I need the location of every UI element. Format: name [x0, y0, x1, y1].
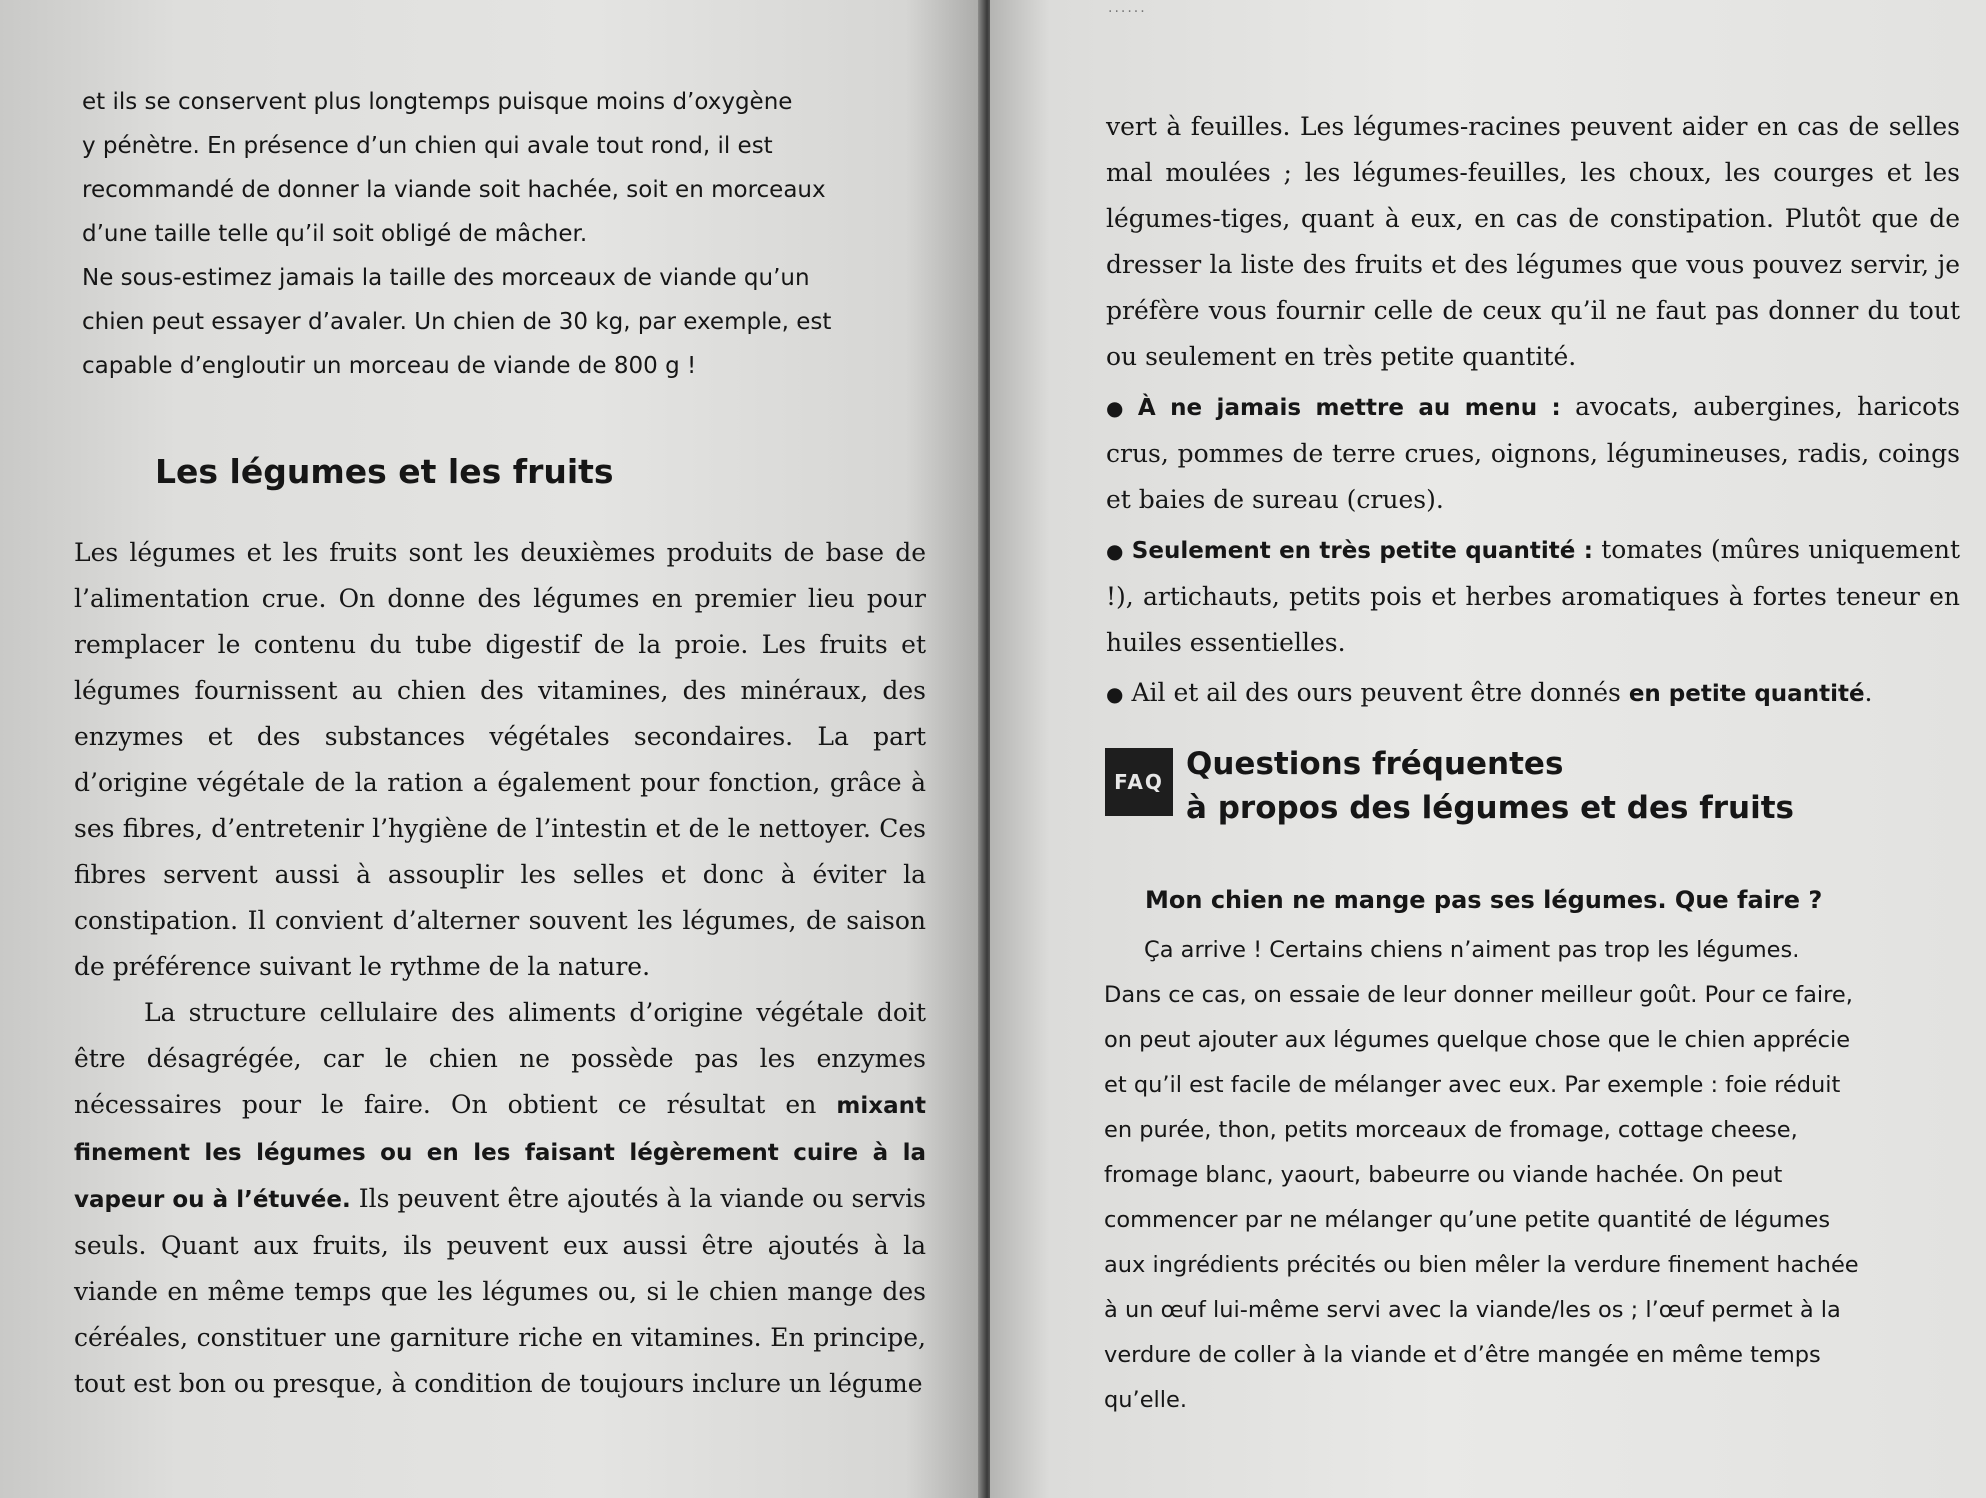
answer-line: à un œuf lui-même servi avec la viande/les os ; l’œuf permet à la	[1104, 1297, 1841, 1323]
bullet-end: .	[1864, 678, 1873, 707]
faq-badge: FAQ	[1105, 748, 1173, 816]
text-line: y pénètre. En présence d’un chien qui avale tout rond, il est	[82, 133, 773, 159]
answer-line: fromage blanc, yaourt, babeurre ou viande hachée. On peut	[1104, 1162, 1783, 1188]
answer-line: Ça arrive ! Certains chiens n’aiment pas trop les légumes.	[1144, 937, 1800, 963]
bullet-icon: ●	[1106, 396, 1130, 420]
answer-line: commencer par ne mélanger qu’une petite quantité de légumes	[1104, 1207, 1831, 1233]
faq-title-line: à propos des légumes et des fruits	[1186, 790, 1794, 826]
text-line: recommandé de donner la viande soit hachée, soit en morceaux	[82, 177, 826, 203]
bullet-item-small	[1106, 527, 1960, 666]
answer-line: et qu’il est facile de mélanger avec eux. Par exemple : foie réduit	[1104, 1072, 1841, 1098]
body-text	[74, 530, 926, 1407]
paragraph-2	[74, 990, 926, 1407]
faq-title	[1186, 742, 1794, 830]
bullet-text: Ail et ail des ours peuvent être donnés	[1131, 678, 1629, 707]
paragraph-1: Les légumes et les fruits sont les deuxièmes produits de base de l’alimentation crue. On donne des légumes en premier lieu pour remplacer le contenu du tube digestif de la proie. Les fruits et légumes fournissent au chien des vitamines, des minéraux, des enzymes et des substances végétales secondaires. La part d’origine végétale de la ration a également pour fonction, grâce à ses fibres, d’entretenir l’hygiène de l’intestin et de le nettoyer. Ces fibres servent aussi à assouplir les selles et donc à éviter la constipation. Il convient d’alterner souvent les légumes, de saison de préférence suivant le rythme de la nature.	[74, 538, 926, 981]
top-marks: ......	[1108, 0, 1147, 16]
paragraph-2-end: Ils peuvent être ajoutés à la viande ou servis seuls. Quant aux fruits, ils peuvent eux aussi être ajoutés à la viande en même temps que les légumes ou, si le chien mange des céréales, constituer une garniture riche en vitamines. En principe, tout est bon ou presque, à condition de toujours inclure un légume	[74, 1184, 926, 1398]
text-line: chien peut essayer d’avaler. Un chien de 30 kg, par exemple, est	[82, 309, 832, 335]
paragraph: vert à feuilles. Les légumes-racines peuvent aider en cas de selles mal moulées ; les légumes-feuilles, les choux, les courges et les légumes-tiges, quant à eux, en cas de constipation. Plutôt que de dresser la liste des fruits et des légumes que vous pouvez servir, je préfère vous fournir celle de ceux qu’il ne faut pas donner du tout ou seulement en très petite quantité.	[1106, 112, 1960, 371]
paragraph-2-bold: mixant finement les légumes ou en les faisant légèrement cuire à la vapeur ou à l’étuvée.	[74, 1093, 926, 1213]
bullet-item-never	[1106, 384, 1960, 523]
faq-title-line: Questions fréquentes	[1186, 746, 1564, 782]
text-line: d’une taille telle qu’il soit obligé de mâcher.	[82, 221, 588, 247]
bullet-item-garlic	[1106, 670, 1960, 717]
bullet-bold: en petite quantité	[1628, 681, 1865, 707]
bullet-icon: ●	[1106, 539, 1124, 563]
paragraph-2-start: La structure cellulaire des aliments d’origine végétale doit être désagrégée, car le chien ne possède pas les enzymes nécessaires pour le faire. On obtient ce résultat en	[74, 998, 926, 1119]
intro-text	[82, 80, 882, 388]
faq-question: Mon chien ne mange pas ses légumes. Que faire ?	[1145, 886, 1823, 914]
bullet-text: tomates (mûres uniquement !), artichauts, petits pois et herbes aromatiques à fortes teneur en huiles essentielles.	[1106, 535, 1961, 657]
answer-line: aux ingrédients précités ou bien mêler la verdure finement hachée	[1104, 1252, 1859, 1278]
bullet-icon: ●	[1106, 682, 1124, 706]
answer-line: verdure de coller à la viande et d’être mangée en même temps	[1104, 1342, 1821, 1368]
left-page	[0, 0, 984, 1498]
bullet-label: À ne jamais mettre au menu :	[1137, 395, 1561, 421]
faq-answer	[1104, 928, 1964, 1423]
right-body-text	[1106, 104, 1960, 717]
answer-line: on peut ajouter aux légumes quelque chose que le chien apprécie	[1104, 1027, 1851, 1053]
bullet-text: avocats, aubergines, haricots crus, pommes de terre crues, oignons, légumineuses, radis, coings et baies de sureau (crues).	[1106, 392, 1960, 514]
answer-line: en purée, thon, petits morceaux de fromage, cottage cheese,	[1104, 1117, 1798, 1143]
text-line: Ne sous-estimez jamais la taille des morceaux de viande qu’un	[82, 265, 810, 291]
answer-line: Dans ce cas, on essaie de leur donner meilleur goût. Pour ce faire,	[1104, 982, 1853, 1008]
bullet-label: Seulement en très petite quantité :	[1131, 538, 1593, 564]
answer-line: qu’elle.	[1104, 1387, 1188, 1413]
text-line: capable d’engloutir un morceau de viande de 800 g !	[82, 353, 697, 379]
text-line: et ils se conservent plus longtemps puisque moins d’oxygène	[82, 89, 793, 115]
section-heading: Les légumes et les fruits	[155, 452, 614, 491]
